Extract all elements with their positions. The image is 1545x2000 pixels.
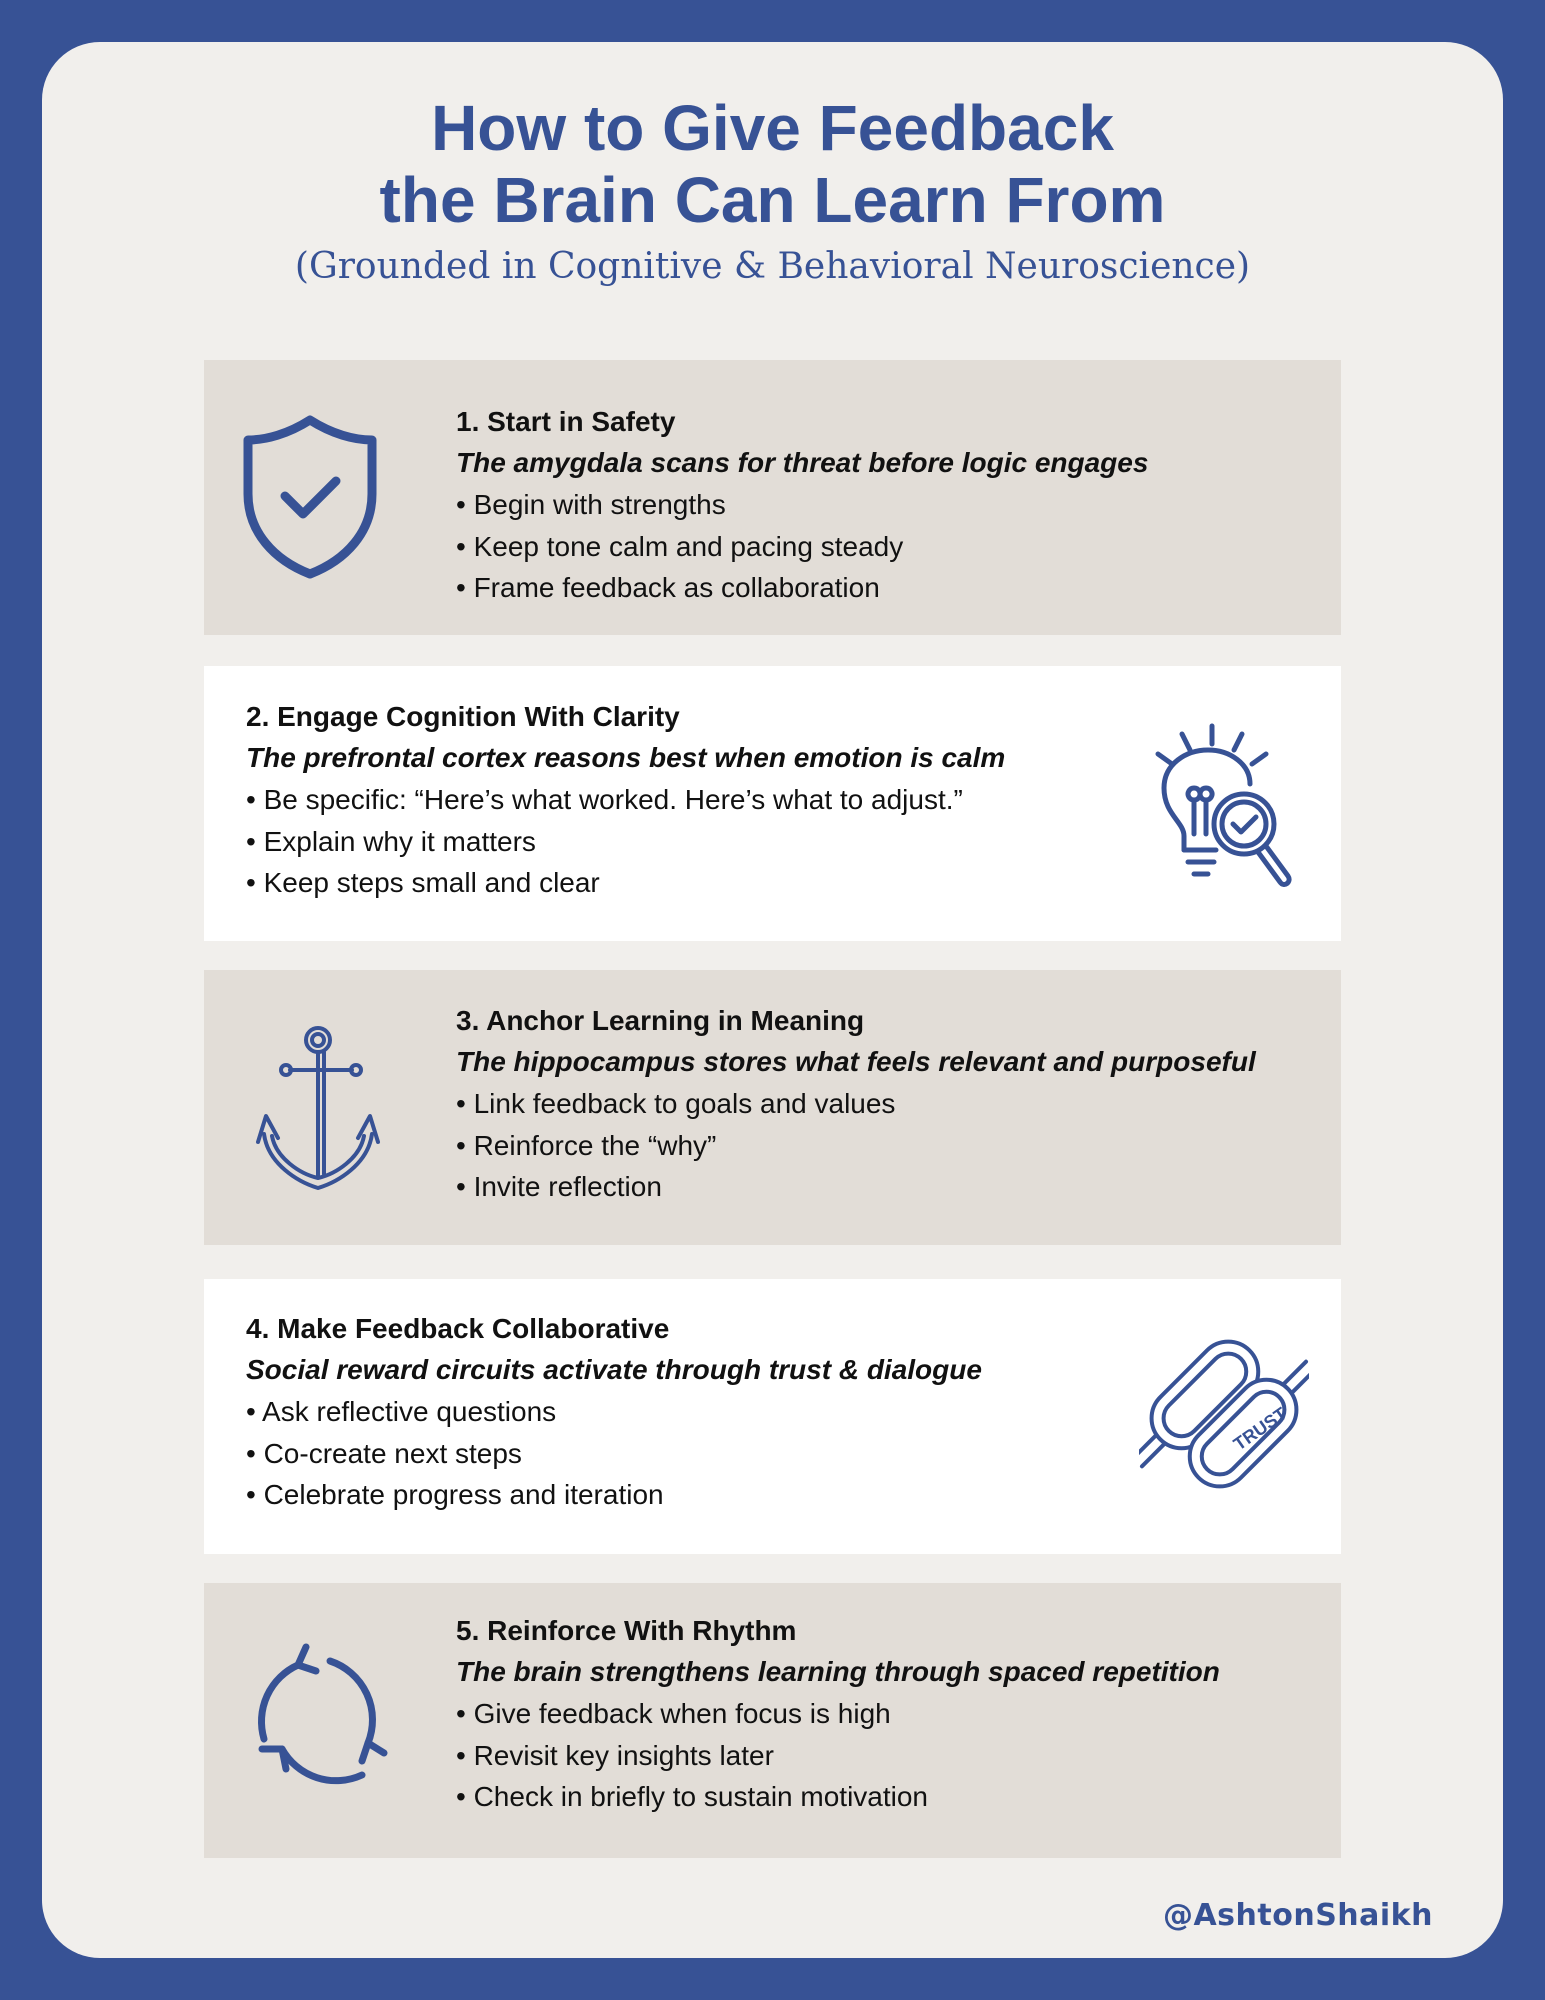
title-line-2: the Brain Can Learn From [379, 164, 1166, 236]
bullet-item: • Be specific: “Here’s what worked. Here’s what to adjust.” [246, 784, 963, 815]
section-reinforce-rhythm [204, 1583, 1341, 1858]
bullet-item: • Link feedback to goals and values [456, 1088, 896, 1119]
page-title [0, 92, 1545, 236]
bullet-item: • Check in briefly to sustain motivation [456, 1781, 929, 1812]
section-subheading: The brain strengthens learning through spaced repetition [456, 1656, 1220, 1687]
section-heading: 3. Anchor Learning in Meaning [456, 1005, 865, 1036]
author-handle: @AshtonShaikh [1162, 1898, 1433, 1933]
trust-chain-icon [1139, 1329, 1309, 1499]
section-subheading: The prefrontal cortex reasons best when emotion is calm [246, 742, 1006, 773]
bullet-item: • Begin with strengths [456, 489, 726, 520]
bullet-item: • Invite reflection [456, 1171, 662, 1202]
section-text [456, 402, 1148, 609]
bullet-item: • Revisit key insights later [456, 1739, 774, 1771]
bullet-item: • Reinforce the “why” [456, 1129, 717, 1161]
section-text [246, 1309, 982, 1516]
section-anchor-learning [204, 970, 1341, 1245]
section-heading: 4. Make Feedback Collaborative [246, 1313, 670, 1344]
anchor-icon [254, 1024, 382, 1192]
bullet-item: • Ask reflective questions [246, 1396, 557, 1427]
section-text [456, 1001, 1256, 1208]
section-subheading: The amygdala scans for threat before logic engages [456, 447, 1149, 478]
trust-label: TRUST [1229, 1403, 1291, 1455]
bullet-item: • Keep tone calm and pacing steady [456, 530, 904, 562]
lightbulb-magnifier-icon [1144, 722, 1304, 892]
section-make-collaborative [204, 1279, 1341, 1554]
section-heading: 1. Start in Safety [456, 406, 676, 437]
bullet-item: • Explain why it matters [246, 825, 536, 857]
bullet-item: • Celebrate progress and iteration [246, 1479, 664, 1510]
bullet-item: • Keep steps small and clear [246, 867, 600, 898]
bullet-item: • Frame feedback as collaboration [456, 572, 880, 603]
bullet-item: • Co-create next steps [246, 1437, 522, 1469]
title-line-1: How to Give Feedback [431, 92, 1114, 164]
section-text [246, 697, 1005, 904]
section-text [456, 1611, 1220, 1818]
section-engage-cognition [204, 666, 1341, 941]
section-subheading: Social reward circuits activate through trust & dialogue [246, 1354, 982, 1385]
section-heading: 5. Reinforce With Rhythm [456, 1615, 797, 1646]
section-start-in-safety [204, 360, 1341, 635]
bullet-item: • Give feedback when focus is high [456, 1698, 891, 1729]
page-subtitle: (Grounded in Cognitive & Behavioral Neuroscience) [294, 246, 1251, 287]
cycle-arrows-icon [240, 1641, 410, 1811]
shield-check-icon [240, 412, 380, 582]
section-subheading: The hippocampus stores what feels relevant and purposeful [456, 1046, 1256, 1077]
section-heading: 2. Engage Cognition With Clarity [246, 701, 680, 732]
